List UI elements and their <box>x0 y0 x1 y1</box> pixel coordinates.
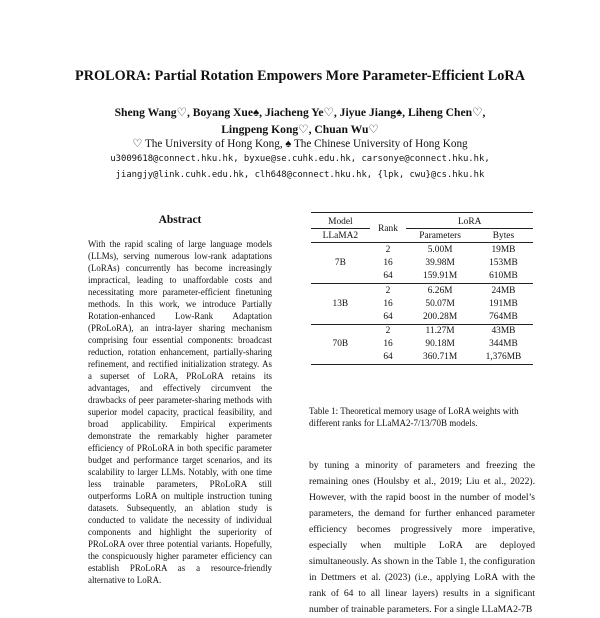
rank-cell: 16 <box>383 339 393 350</box>
model-cell: 70B <box>311 324 370 365</box>
table-row <box>311 324 533 338</box>
authors-line-2: Lingpeng Kong♡, Chuan Wu♡ <box>221 123 379 136</box>
emails-line-1: u3009618@connect.hku.hk, byxue@se.cuhk.edu.hk, carsonye@connect.hku.hk, <box>110 154 490 164</box>
bytes-cell: 43MB <box>474 324 533 338</box>
bytes-cell: 610MB <box>489 271 518 282</box>
abstract-heading: Abstract <box>158 214 202 226</box>
model-cell: 7B <box>311 243 370 284</box>
header-lora: LoRA <box>406 213 533 229</box>
table-header-row-1 <box>311 213 533 229</box>
paper-title: PROLORA: Partial Rotation Empowers More Parameter-Efficient LoRA <box>75 68 525 84</box>
rank-cell: 2 <box>370 324 407 338</box>
params-cell: 360.71M <box>406 351 474 365</box>
rank-cell: 64 <box>383 311 393 322</box>
bytes-cell: 153MB <box>489 258 518 269</box>
params-cell: 5.00M <box>406 243 474 257</box>
table-header-row-2 <box>311 229 533 243</box>
memory-usage-table <box>311 212 533 365</box>
header-model: Model <box>311 213 370 229</box>
header-parameters: Parameters <box>419 230 461 241</box>
header-rank: Rank <box>370 213 407 243</box>
bytes-cell: 191MB <box>489 298 518 309</box>
author-emails <box>0 151 600 183</box>
intro-body <box>309 458 535 618</box>
table-caption: Table 1: Theoretical memory usage of LoRA weights with different ranks for LLaMA2-7/13/70B models. <box>309 406 519 428</box>
model-cell: 13B <box>311 283 370 324</box>
params-cell: 200.28M <box>423 311 458 322</box>
bytes-cell: 19MB <box>474 243 533 257</box>
bytes-cell: 1,376MB <box>474 351 533 365</box>
header-bytes: Bytes <box>492 230 515 241</box>
rank-cell: 16 <box>383 298 393 309</box>
header-llama2: LLaMA2 <box>322 230 359 241</box>
bytes-cell: 764MB <box>489 311 518 322</box>
table-row <box>311 283 533 297</box>
author-list <box>40 104 560 138</box>
emails-line-2: jiangjy@link.cuhk.edu.hk, clh648@connect.hku.hk, {lpk, cwu}@cs.hku.hk <box>115 170 485 180</box>
params-cell: 50.07M <box>425 298 455 309</box>
rank-cell: 2 <box>370 283 407 297</box>
abstract-body <box>88 238 272 586</box>
affiliations: ♡ The University of Hong Kong, ♠ The Chinese University of Hong Kong <box>132 138 468 150</box>
table-row <box>311 243 533 257</box>
params-cell: 159.91M <box>423 271 458 282</box>
params-cell: 90.18M <box>425 339 455 350</box>
params-cell: 6.26M <box>406 283 474 297</box>
abstract-text: With the rapid scaling of large language models (LLMs), serving numerous low-rank adaptations (LoRAs) concurrently has become increasingly impractical, leading to unaffordable costs and necessitating more parameter-efficient finetuning methods. In this work, we introduce Partially Rotation-enhanced Low-Rank Adaptation (PRoLoRA), an intra-layer sharing mechanism comprising four essential components: broadcast reduction, rotation enhancement, partially-sharing refinement, and rectified initialization strategy. As a superset of LoRA, PRoLoRA retains its advantages, and effectively circumvent the drawbacks of peer parameter-sharing methods with superior model capacity, practical feasibility, and broad applicability. Empirical experiments demonstrate the remarkably higher parameter efficiency of PRoLoRA in both specific parameter budget and performance target scenarios, and its scalability to larger LLMs. Notably, with one time less trainable parameters, PRoLoRA still outperforms LoRA on multiple instruction tuning datasets. Subsequently, an ablation study is conducted to validate the necessity of individual components and highlight the superiority of PRoLoRA over three potential variants. Hopefully, the conspicuously higher parameter efficiency can establish PRoLoRA as a resource-friendly alternative to LoRA. <box>88 239 272 585</box>
params-cell: 11.27M <box>406 324 474 338</box>
intro-paragraph: by tuning a minority of parameters and freezing the remaining ones (Houlsby et al., 2019; Liu et al., 2022). However, with the rapid boost in the number of model’s parameters, the demand for further enhanced parameter efficiency becomes progressively more imperative, especially when multiple LoRA are deployed simultaneously. As shown in the Table 1, the configuration in Dettmers et al. (2023) (i.e., applying LoRA with the rank of 64 to all linear layers) results in a significant number of trainable parameters. For a single LLaMA2-7B <box>309 460 535 615</box>
authors-line-1: Sheng Wang♡, Boyang Xue♠, Jiacheng Ye♡, Jiyue Jiang♠, Liheng Chen♡, <box>114 106 486 119</box>
rank-cell: 2 <box>370 243 407 257</box>
bytes-cell: 344MB <box>489 339 518 350</box>
rank-cell: 16 <box>383 258 393 269</box>
rank-cell: 64 <box>383 271 393 282</box>
bytes-cell: 24MB <box>474 283 533 297</box>
rank-cell: 64 <box>370 351 407 365</box>
params-cell: 39.98M <box>425 258 455 269</box>
